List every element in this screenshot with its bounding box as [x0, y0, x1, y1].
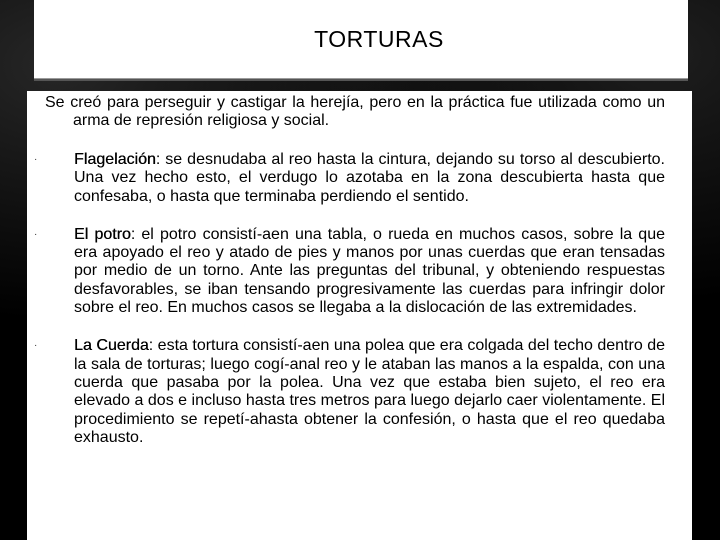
list-item-flagelacion [27, 151, 692, 206]
item-text: : se desnudaba al reo hasta la cintura, dejando su torso al descubierto. Una vez hecho esto, el verdugo lo azotaba en la zona descubierta hasta que confesaba, o hasta que terminaba perdiendo el sentido. [74, 151, 665, 205]
intro-text: Se creó para perseguir y castigar la herejía, pero en la práctica fue utilizada como un arma de represión religiosa y social. [45, 94, 665, 129]
list-item-la-cuerda [27, 337, 692, 447]
item-term: Flagelación [74, 151, 156, 168]
item-text: : el potro consistí-aen una tabla, o rueda en muchos casos, sobre la que era apoyado el reo y atado de pies y manos por unas cuerdas que eran tensadas por medio de un torno. Ante las preguntas del tribunal, y obteniendo respuestas desfavorables, se iban tensando progresivamente las cuerdas para infringir dolor sobre el reo. En muchos casos se llegaba a la dislocación de las extremidades. [74, 225, 666, 317]
slide-title: TORTURAS [314, 26, 444, 52]
item-term: El potro [74, 225, 131, 243]
bullet-icon: · [34, 154, 38, 165]
title-banner [34, 0, 688, 79]
bullet-icon: · [34, 228, 38, 240]
item-term: La Cuerda [74, 337, 149, 355]
list-item-el-potro [27, 226, 692, 317]
bullet-icon: · [34, 340, 38, 352]
item-text: : esta tortura consistí-aen una polea que era colgada del techo dentro de la sala de torturas; luego cogí-anal reo y le ataban las manos a la espalda, con una cuerda que pasaba por la polea. Una vez que estaba bien sujeto, el reo era elevado a dos e incluso hasta tres metros para luego dejarlo caer violentamente. El procedimiento se repetí-ahasta obtener la confesión, o hasta que el reo quedaba exhausto. [74, 337, 666, 446]
intro-paragraph [27, 94, 692, 130]
content-panel [27, 91, 692, 540]
